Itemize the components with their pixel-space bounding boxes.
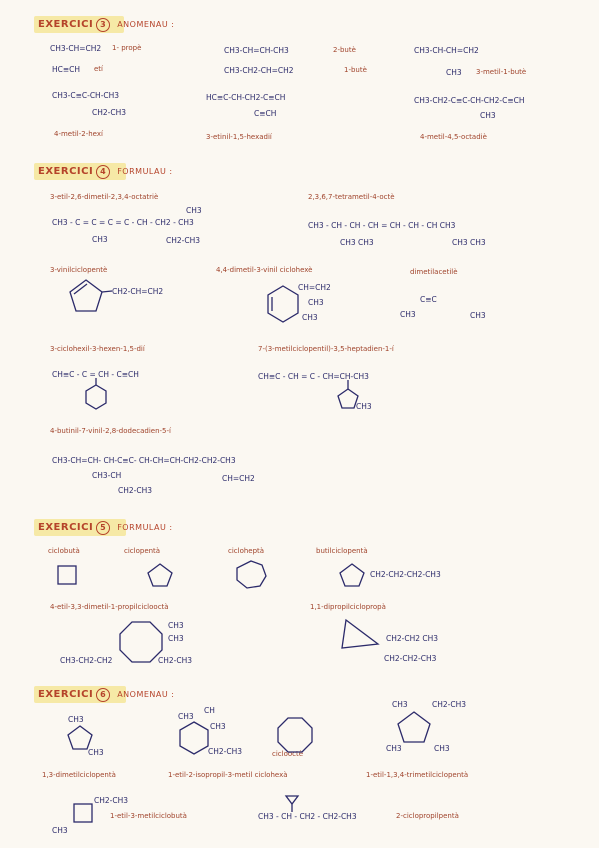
- ex6-cyclopentane-4: [398, 712, 430, 742]
- ex4-formula-3: CH2-CH=CH2: [112, 287, 164, 296]
- exercise-5-subtitle: FORMULAU :: [117, 523, 173, 532]
- ex4-bond-3: [102, 291, 112, 292]
- ex3-formula-3-branch: CH3: [446, 68, 462, 77]
- ex5-name-4: butilciclopentà: [316, 547, 368, 555]
- exercise-3-title: EXERCICI: [38, 19, 94, 30]
- ex6-name-2: 1-etil-2-isopropil-3-metil ciclohexà: [168, 771, 288, 779]
- ex4-formula-2-down-a: CH3 CH3: [340, 238, 374, 247]
- ex3-name-7: 3-etinil-1,5-hexadií: [206, 133, 272, 141]
- ex3-name-5: 1-butè: [344, 66, 367, 74]
- ex4-name-2: 2,3,6,7-tetrametil-4-octè: [308, 193, 395, 201]
- ex6-sub-4b: CH2-CH3: [432, 700, 467, 709]
- ex5-name-1: ciclobutà: [48, 547, 80, 555]
- ex6-sub-2c: CH3: [210, 722, 226, 731]
- ex4-name-6: 3-ciclohexil-3-hexen-1,5-dií: [50, 345, 145, 353]
- ex5-formula-5-a: CH3: [168, 621, 184, 630]
- ex6-name-6: 2-ciclopropilpentà: [396, 812, 459, 820]
- exercise-6-title: EXERCICI: [38, 689, 94, 700]
- exercise-5-number: 5: [96, 521, 110, 535]
- ex6-name-1: 1,3-dimetilciclopentà: [42, 771, 116, 779]
- cyclooctane-octagon: [120, 622, 162, 662]
- exercise-4-title: EXERCICI: [38, 166, 94, 177]
- ex3-formula-1: CH3-CH=CH2: [50, 44, 102, 53]
- ex4-formula-4-a: CH=CH2: [298, 283, 331, 292]
- ex4-formula-4-c: CH3: [302, 313, 318, 322]
- ex3-name-4: etí: [94, 65, 103, 73]
- cyclopropane-triangle: [342, 620, 378, 648]
- ex6-sub-4a: CH3: [392, 700, 408, 709]
- ex4-formula-4-b: CH3: [308, 298, 324, 307]
- ex6-sub-2b: CH: [204, 706, 215, 715]
- cycloheptane-heptagon: [237, 561, 266, 588]
- ex4-formula-1: CH3 - C = C = C = C - CH - CH2 - CH3: [52, 218, 194, 227]
- ex6-cyclohexane: [180, 722, 208, 754]
- ex5-name-6: 1,1-dipropilciclopropà: [310, 603, 386, 611]
- exercise-3-number: 3: [96, 18, 110, 32]
- ex6-sub-1b: CH3: [88, 748, 104, 757]
- ex4-formula-1-down-b: CH2-CH3: [166, 236, 201, 245]
- ex3-formula-2: CH3-CH=CH-CH3: [224, 46, 289, 55]
- ex5-formula-4: CH2-CH2-CH2-CH3: [370, 570, 441, 579]
- ex3-formula-6: CH3-C≡C-CH-CH3: [52, 91, 120, 100]
- ex3-formula-5: CH3-CH2-CH=CH2: [224, 66, 294, 75]
- cyclopentane-pentagon: [148, 564, 172, 586]
- ex3-name-1: 1- propè: [112, 44, 142, 52]
- ex3-formula-4: HC≡CH: [52, 65, 81, 74]
- ex4-formula-2-down-b: CH3 CH3: [452, 238, 486, 247]
- ex4-formula-5: C≡C: [420, 295, 437, 304]
- ex4-formula-8-a: CH3-CH: [92, 471, 122, 480]
- ex6-sub-4d: CH3: [434, 744, 450, 753]
- ex6-cyclooctene: [278, 718, 312, 752]
- ex5-name-3: cicloheptà: [228, 547, 265, 555]
- ex6-sub-2d: CH2-CH3: [208, 747, 243, 756]
- ex4-formula-8: CH3-CH=CH- CH-C≡C- CH-CH=CH-CH2-CH2-CH3: [52, 456, 236, 465]
- ex5-formula-6-b: CH2-CH2-CH3: [384, 654, 437, 663]
- exercise-3-subtitle: ANOMENAU :: [117, 20, 175, 29]
- ex4-name-1: 3-etil-2,6-dimetil-2,3,4-octatriè: [50, 193, 159, 201]
- ex6-cyclopropyl-triangle: [286, 796, 298, 804]
- ex6-sub-1a: CH3: [68, 715, 84, 724]
- ex6-sub-4c: CH3: [386, 744, 402, 753]
- ex5-formula-6-a: CH2-CH2 CH3: [386, 634, 439, 643]
- ex4-name-3: 3-vinilciclopentè: [50, 266, 108, 274]
- ex6-name-3: ciclooctè: [272, 750, 304, 758]
- ex4-formula-1-up: CH3: [186, 206, 202, 215]
- ex4-formula-1-down-a: CH3: [92, 235, 108, 244]
- ex3-name-2: 2-butè: [333, 46, 356, 54]
- cyclobutane-square: [58, 566, 76, 584]
- ex3-name-8: 4-metil-4,5-octadiè: [420, 133, 487, 141]
- ex6-cyclobutane: [74, 804, 92, 822]
- ex3-formula-8-branch: CH3: [480, 111, 496, 120]
- ex4-formula-8-c: CH=CH2: [222, 474, 255, 483]
- ex6-formula-6: CH3 - CH - CH2 - CH2-CH3: [258, 812, 357, 821]
- cyclohexyl-ring: [86, 385, 106, 409]
- exercise-6-subtitle: ANOMENAU :: [117, 690, 175, 699]
- ex4-formula-2: CH3 - CH - CH - CH = CH - CH - CH CH3: [308, 221, 456, 230]
- exercise-4-number: 4: [96, 165, 110, 179]
- ex5-formula-5-b: CH3: [168, 634, 184, 643]
- ex6-sub-5a: CH2-CH3: [94, 796, 129, 805]
- ex4-name-8: 4-butinil-7-vinil-2,8-dodecadien-5-í: [50, 427, 171, 435]
- exercise-5-title: EXERCICI: [38, 522, 94, 533]
- ex5-formula-5-d: CH2-CH3: [158, 656, 193, 665]
- ex4-formula-5-a: CH3: [400, 310, 416, 319]
- ex3-formula-3: CH3-CH-CH=CH2: [414, 46, 479, 55]
- methylcyclopentyl-ring: [338, 389, 358, 408]
- ex5-name-2: ciclopentà: [124, 547, 161, 555]
- ex4-formula-6: CH≡C - C = CH - C≡CH: [52, 370, 139, 379]
- ex4-name-4: 4,4-dimetil-3-vinil ciclohexè: [216, 266, 313, 274]
- exercise-4-subtitle: FORMULAU :: [117, 167, 173, 176]
- exercise-6-number: 6: [96, 688, 110, 702]
- butylcyclopentane-pentagon: [340, 564, 364, 586]
- cyclopentene-double-bond: [74, 284, 87, 294]
- ex6-name-4: 1-etil-1,3,4-trimetilciclopentà: [366, 771, 469, 779]
- ex4-formula-5-b: CH3: [470, 311, 486, 320]
- ex3-name-3: 3-metil-1-butè: [476, 68, 527, 76]
- ex4-formula-8-b: CH2-CH3: [118, 486, 153, 495]
- ex4-name-7: 7-(3-metilciclopentil)-3,5-heptadien-1-í: [258, 345, 394, 353]
- ex4-formula-7-a: CH3: [356, 402, 372, 411]
- ex3-formula-7-branch: C≡CH: [254, 109, 277, 118]
- ex5-name-5: 4-etil-3,3-dimetil-1-propilciclooctà: [50, 603, 169, 611]
- ex4-name-5: dimetilacetilè: [410, 268, 458, 276]
- ex3-formula-8: CH3-CH2-C≡C-CH-CH2-C≡CH: [414, 96, 525, 105]
- ex5-formula-5-c: CH3-CH2-CH2: [60, 656, 113, 665]
- ex3-name-6: 4-metil-2-hexí: [54, 130, 103, 138]
- ex6-sub-2a: CH3: [178, 712, 194, 721]
- ex6-cyclopentane-1: [68, 726, 92, 749]
- ex6-sub-5b: CH3: [52, 826, 68, 835]
- ex3-formula-6-branch: CH2-CH3: [92, 108, 127, 117]
- ex6-name-5: 1-etil-3-metilciclobutà: [110, 812, 187, 820]
- ex3-formula-7: HC≡C-CH-CH2-C≡CH: [206, 93, 286, 102]
- ex4-formula-7: CH≡C - CH = C - CH=CH-CH3: [258, 372, 369, 381]
